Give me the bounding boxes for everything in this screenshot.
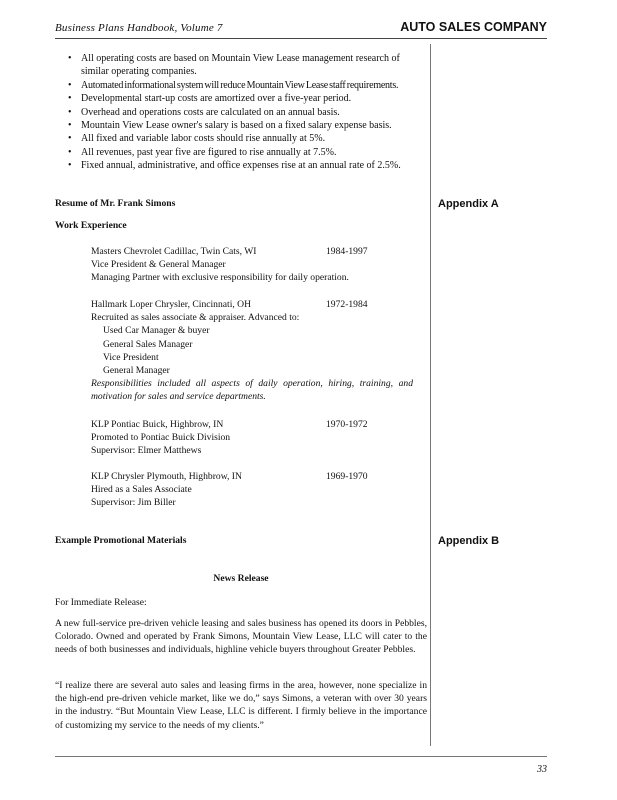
job-dates: 1970-1972 [326, 419, 368, 430]
job-entry [91, 470, 413, 510]
margin-divider [430, 44, 431, 746]
list-item: • Automated informational system will reduce Mountain View Lease staff requirements. [81, 79, 427, 92]
supervisor: Supervisor: Elmer Matthews [91, 445, 202, 457]
news-paragraph: A new full-service pre-driven vehicle leasing and sales business has opened its doors in Pebbles, Colorado. Owned and operated by Frank Simons, Mountain View Lease, LLC will cater to the needs of both businesses and individuals, highline vehicle buyers throughout Greater Pebbles. [55, 618, 427, 656]
position-item: Vice President [103, 351, 159, 363]
job-dates: 1984-1997 [326, 246, 368, 257]
list-item: • Mountain View Lease owner's salary is based on a fixed salary expense basis. [81, 119, 427, 132]
job-dates: 1972-1984 [326, 299, 368, 310]
employer: KLP Chrysler Plymouth, Highbrow, IN [91, 471, 242, 482]
release-line: For Immediate Release: [55, 597, 147, 608]
list-item: • Developmental start-up costs are amortized over a five-year period. [81, 92, 427, 105]
assumptions-list [55, 52, 427, 173]
resume-heading: Resume of Mr. Frank Simons [55, 198, 176, 209]
job-title: Hired as a Sales Associate [91, 484, 192, 496]
list-item: • All fixed and variable labor costs should rise annually at 5%. [81, 132, 427, 145]
list-item: • All revenues, past year five are figured to rise annually at 7.5%. [81, 146, 427, 159]
job-title: Promoted to Pontiac Buick Division [91, 432, 231, 444]
job-title: Recruited as sales associate & appraiser. Advanced to: [91, 312, 300, 324]
news-paragraph: “I realize there are several auto sales and leasing firms in the area, however, none specialize in the high-end pre-driven vehicle market, like we do,” says Simons, a veteran with over 30 years in the industry. “But Mountain View Lease, LLC is different. I firmly believe in the importance of customizing my service to the needs of my clients.” [55, 680, 427, 731]
position-item: General Manager [103, 364, 170, 376]
company-title: AUTO SALES COMPANY [400, 20, 547, 34]
book-title: Business Plans Handbook, Volume 7 [55, 22, 223, 34]
list-item: • All operating costs are based on Mountain View Lease management research of similar operating companies. [81, 52, 427, 79]
news-release-title: News Release [213, 573, 269, 584]
position-item: General Sales Manager [103, 338, 193, 350]
work-experience-heading: Work Experience [55, 220, 127, 231]
position-item: Used Car Manager & buyer [103, 325, 210, 337]
promo-heading: Example Promotional Materials [55, 535, 187, 546]
footer-rule [55, 756, 547, 757]
appendix-a-label: Appendix A [438, 198, 499, 210]
appendix-b-label: Appendix B [438, 535, 500, 547]
job-entry [91, 298, 413, 404]
employer: Hallmark Loper Chrysler, Cincinnati, OH [91, 299, 252, 310]
job-dates: 1969-1970 [326, 471, 368, 482]
job-entry [91, 418, 413, 458]
responsibilities-note: Responsibilities included all aspects of daily operation, hiring, training, and motivation for sales and service departments. [91, 378, 413, 403]
list-item: • Fixed annual, administrative, and office expenses rise at an annual rate of 2.5%. [81, 159, 427, 172]
job-title: Vice President & General Manager [91, 259, 226, 271]
job-description: Managing Partner with exclusive responsibility for daily operation. [91, 272, 349, 284]
job-entry [91, 245, 413, 285]
supervisor: Supervisor: Jim Biller [91, 497, 176, 509]
employer: Masters Chevrolet Cadillac, Twin Cats, WI [91, 246, 257, 257]
employer: KLP Pontiac Buick, Highbrow, IN [91, 419, 224, 430]
page-number: 33 [537, 764, 547, 775]
page-header [55, 20, 547, 39]
list-item: • Overhead and operations costs are calculated on an annual basis. [81, 106, 427, 119]
